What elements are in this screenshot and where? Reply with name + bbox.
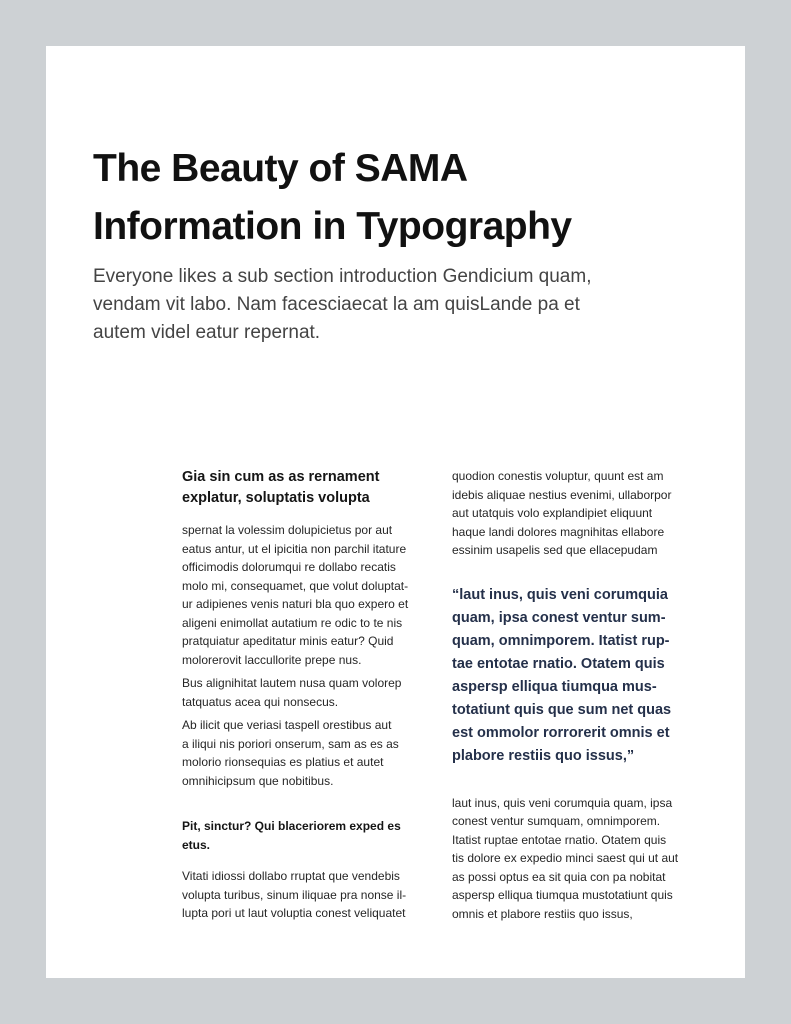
text-line: Bus alignihitat lautem nusa quam volorep <box>182 676 402 690</box>
text-line: idebis aliquae nestius evenimi, ullaborpor <box>452 487 672 502</box>
text-line: Itatist ruptae entotae rnatio. Otatem quis <box>452 832 667 847</box>
text-line: aut utatquis volo explandipiet eliquunt <box>452 506 653 520</box>
intro-line: Everyone likes a sub section introduction Gendicium quam, <box>93 266 592 287</box>
quote-line: plabore restiis quo issus,” <box>452 747 635 764</box>
heading-line: Pit, sinctur? Qui blaceriorem exped es <box>182 819 401 833</box>
text-line: pratquiatur apeditatur minis eatur? Quid <box>182 634 394 648</box>
text-line: essinim usapelis sed que ellacepudam <box>452 543 658 557</box>
text-line: eatus antur, ut el ipicitia non parchil itature <box>182 541 407 556</box>
quote-line: tae entotae rnatio. Otatem quis <box>452 655 665 672</box>
left-column <box>182 467 422 928</box>
quote-line: aspersp elliqua tiumqua mus- <box>452 678 657 695</box>
text-line: quodion conestis voluptur, quunt est am <box>452 469 664 483</box>
text-line: haque landi dolores magnihitas ellabore <box>452 524 665 539</box>
intro-line: autem videl eatur repernat. <box>93 322 321 343</box>
text-line: molo mi, consequamet, que volut doluptat- <box>182 578 409 593</box>
title-line: The Beauty of SAMA <box>93 147 468 190</box>
text-line: officimodis dolorumqui re dollabo recatis <box>182 560 396 574</box>
body-paragraph <box>452 467 692 560</box>
page-title <box>93 140 653 256</box>
quote-line: totatiunt quis que sum net quas <box>452 701 672 718</box>
heading-line: Gia sin cum as as rernament <box>182 469 380 485</box>
text-line: laut inus, quis veni corumquia quam, ipsa <box>452 795 673 810</box>
pull-quote <box>452 584 692 768</box>
body-paragraph <box>182 716 422 790</box>
body-paragraph <box>182 674 422 711</box>
text-line: aspersp elliqua tiumqua mustotatiunt quis <box>452 888 673 902</box>
section-heading <box>182 467 422 509</box>
text-line: Ab ilicit que veriasi taspell orestibus aut <box>182 718 392 732</box>
intro-line: vendam vit labo. Nam facesciaecat la am quisLande pa et <box>93 294 580 315</box>
text-line: tis dolore ex expedio minci saest qui ut aut <box>452 851 679 865</box>
text-line: Vitati idiossi dollabo rruptat que vendebis <box>182 869 400 883</box>
text-line: a iliqui nis poriori onserum, sam as es as <box>182 736 399 751</box>
right-column <box>452 467 692 928</box>
text-line: aligeni enimollat autatium re odic to te nis <box>182 615 403 630</box>
text-line: omnihicipsum que nobitibus. <box>182 773 334 788</box>
quote-line: quam, ipsa conest ventur sum- <box>452 609 666 626</box>
intro-paragraph <box>93 263 613 347</box>
text-line: conest ventur sumquam, omnimporem. <box>452 814 661 828</box>
text-line: molorerovit laccullorite prepe nus. <box>182 652 362 667</box>
quote-line: est ommolor rorrorerit omnis et <box>452 724 670 741</box>
text-line: tatquatus acea qui nonsecus. <box>182 694 339 709</box>
heading-line: explatur, soluptatis volupta <box>182 490 370 506</box>
text-line: molorio rionsequias es platius et autet <box>182 755 384 769</box>
subsection-heading <box>182 817 422 854</box>
text-line: lupta pori ut laut voluptia conest veliquatet <box>182 906 406 920</box>
text-line: ur adipienes venis naturi bla quo expero et <box>182 597 409 611</box>
body-paragraph <box>182 867 422 923</box>
heading-line: etus. <box>182 837 211 852</box>
body-paragraph <box>182 521 422 669</box>
text-line: as possi optus ea sit quia con pa nobitat <box>452 869 666 884</box>
quote-line: “laut inus, quis veni corumquia <box>452 586 668 603</box>
body-paragraph <box>452 794 692 924</box>
text-line: omnis et plabore restiis quo issus, <box>452 906 633 921</box>
text-line: spernat la volessim dolupicietus por aut <box>182 523 393 537</box>
document-page <box>46 46 745 978</box>
text-line: volupta turibus, sinum iliquae pra nonse il- <box>182 887 407 902</box>
quote-line: quam, omnimporem. Itatist rup- <box>452 632 670 649</box>
title-line: Information in Typography <box>93 205 572 248</box>
